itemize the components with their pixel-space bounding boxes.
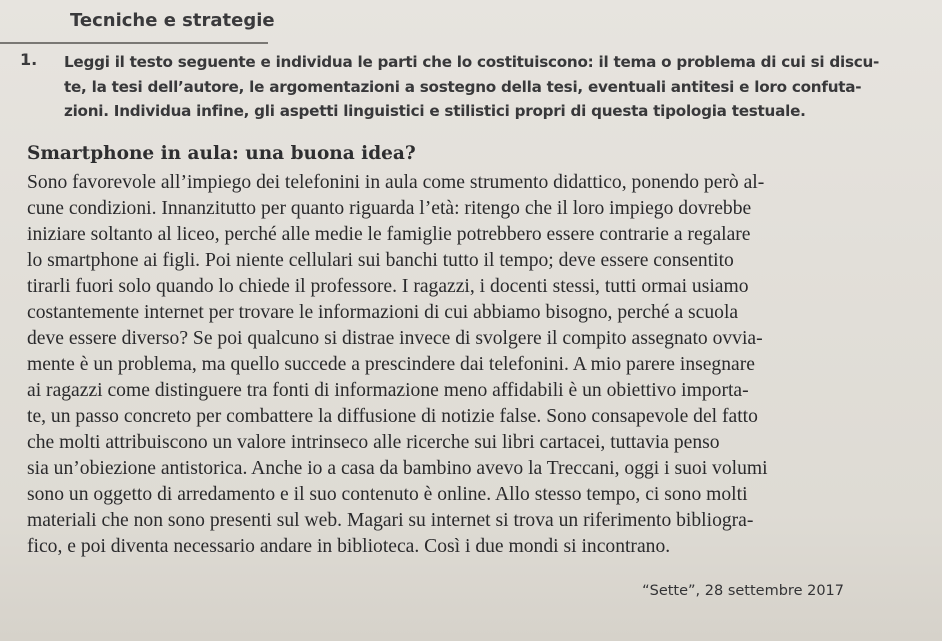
article-line: fico, e poi diventa necessario andare in biblioteca. Così i due mondi si incontrano. — [27, 536, 671, 557]
exercise-line: zioni. Individua infine, gli aspetti linguistici e stilistici propri di questa tipologia testuale. — [64, 102, 806, 120]
article-body — [27, 170, 862, 560]
article-line: cune condizioni. Innanzitutto per quanto riguarda l’età: ritengo che il loro impiego dovrebbe — [27, 198, 752, 219]
heading-underline — [0, 42, 268, 44]
article-line: sono un oggetto di arredamento e il suo contenuto è online. Allo stesso tempo, ci sono molti — [27, 484, 748, 505]
section-heading: Tecniche e strategie — [70, 10, 275, 31]
exercise-instructions — [64, 50, 896, 124]
exercise-number: 1. — [20, 50, 38, 69]
article-source: “Sette”, 28 settembre 2017 — [642, 583, 844, 599]
exercise-line: Leggi il testo seguente e individua le parti che lo costituiscono: il tema o problema di cui si discu- — [64, 53, 880, 71]
article-line: materiali che non sono presenti sul web. Magari su internet si trova un riferimento bibliogra- — [27, 510, 754, 531]
article-line: lo smartphone ai figli. Poi niente cellulari sui banchi tutto il tempo; deve essere consentito — [27, 250, 734, 271]
article-line: tirarli fuori solo quando lo chiede il professore. I ragazzi, i docenti stessi, tutti ormai usiamo — [27, 276, 749, 297]
article-title: Smartphone in aula: una buona idea? — [27, 143, 416, 164]
article-line: iniziare soltanto al liceo, perché alle medie le famiglie potrebbero essere contrarie a regalare — [27, 224, 751, 245]
article-line: mente è un problema, ma quello succede a prescindere dai telefonini. A mio parere insegnare — [27, 354, 755, 375]
article-line: che molti attribuiscono un valore intrinseco alle ricerche sui libri cartacei, tuttavia penso — [27, 432, 720, 453]
exercise-line: te, la tesi dell’autore, le argomentazioni a sostegno della tesi, eventuali antitesi e loro confuta- — [64, 77, 862, 96]
article-line: deve essere diverso? Se poi qualcuno si distrae invece di svolgere il compito assegnato ovvia- — [27, 328, 763, 349]
article-line: ai ragazzi come distinguere tra fonti di informazione meno affidabili è un obiettivo importa- — [27, 380, 749, 401]
article-line: te, un passo concreto per combattere la diffusione di notizie false. Sono consapevole del fatto — [27, 406, 758, 427]
article-line: sia un’obiezione antistorica. Anche io a casa da bambino avevo la Treccani, oggi i suoi volumi — [27, 458, 768, 479]
article-line: costantemente internet per trovare le informazioni di cui abbiamo bisogno, perché a scuola — [27, 302, 739, 323]
article-line: Sono favorevole all’impiego dei telefonini in aula come strumento didattico, ponendo però al- — [27, 172, 765, 193]
